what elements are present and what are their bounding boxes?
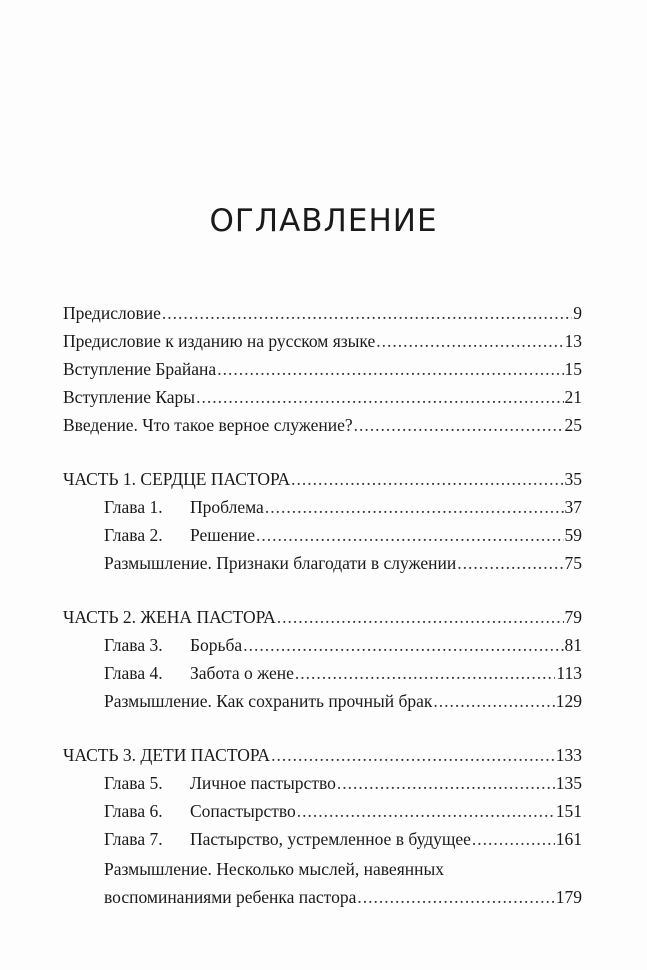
chapter-label: Глава 2. — [104, 525, 163, 545]
toc-chapter[interactable] — [104, 770, 582, 796]
reflection-page: 129 — [555, 691, 582, 711]
dot-leader — [162, 300, 572, 326]
dot-leader — [243, 632, 563, 658]
toc-chapter[interactable] — [104, 798, 582, 824]
toc-chapter[interactable] — [104, 660, 582, 686]
toc-chapter[interactable] — [104, 826, 582, 852]
dot-leader — [291, 466, 563, 492]
toc-reflection[interactable] — [104, 550, 582, 576]
toc-part[interactable] — [63, 466, 582, 492]
chapter-label: Глава 6. — [104, 801, 163, 821]
toc-entry[interactable] — [63, 300, 582, 326]
dot-leader — [277, 604, 564, 630]
chapter-page: 37 — [564, 497, 582, 517]
toc-entry-page: 9 — [573, 303, 582, 323]
toc-entry[interactable] — [63, 384, 582, 410]
chapter-title: Забота о жене — [190, 663, 294, 683]
dot-leader — [354, 412, 564, 438]
reflection-title: Размышление. Как сохранить прочный брак — [104, 691, 433, 711]
chapter-label: Глава 4. — [104, 663, 163, 683]
page-title: ОГЛАВЛЕНИЕ — [209, 203, 438, 239]
dot-leader — [295, 660, 556, 686]
toc-entry[interactable] — [63, 328, 582, 354]
toc-entry-page: 21 — [564, 387, 582, 407]
toc-part-title: ЧАСТЬ 3. ДЕТИ ПАСТОРА — [63, 745, 271, 765]
reflection-page: 75 — [564, 553, 582, 573]
toc-entry-title: Введение. Что такое верное служение? — [63, 415, 353, 435]
toc-entry-page: 15 — [564, 359, 582, 379]
dot-leader — [297, 798, 555, 824]
toc-chapter[interactable] — [104, 632, 582, 658]
chapter-page: 81 — [564, 635, 582, 655]
chapter-page: 161 — [555, 829, 582, 849]
reflection-title: Размышление. Признаки благодати в служении — [104, 553, 457, 573]
dot-leader — [357, 884, 554, 910]
toc-entry-title: Предисловие к изданию на русском языке — [63, 331, 376, 351]
toc-reflection[interactable] — [104, 688, 582, 714]
chapter-label: Глава 5. — [104, 773, 163, 793]
dot-leader — [217, 356, 563, 382]
toc-part-title: ЧАСТЬ 1. СЕРДЦЕ ПАСТОРА — [63, 469, 291, 489]
dot-leader — [196, 384, 563, 410]
toc-part-page: 35 — [564, 469, 582, 489]
toc-entry-page: 13 — [564, 331, 582, 351]
toc-entry-title: Вступление Кары — [63, 387, 196, 407]
reflection-title-line2: воспоминаниями ребенка пастора — [104, 887, 357, 907]
chapter-title: Пастырство, устремленное в будущее — [190, 829, 471, 849]
toc-part[interactable] — [63, 604, 582, 630]
chapter-page: 151 — [555, 801, 582, 821]
dot-leader — [256, 522, 563, 548]
chapter-title: Личное пастырство — [190, 773, 336, 793]
toc-entry-title: Вступление Брайана — [63, 359, 217, 379]
dot-leader — [265, 494, 564, 520]
dot-leader — [337, 770, 555, 796]
chapter-page: 59 — [564, 525, 582, 545]
dot-leader — [433, 688, 554, 714]
toc-part-title: ЧАСТЬ 2. ЖЕНА ПАСТОРА — [63, 607, 276, 627]
toc-part-page: 133 — [555, 745, 582, 765]
dot-leader — [472, 826, 555, 852]
chapter-label: Глава 3. — [104, 635, 163, 655]
chapter-page: 135 — [555, 773, 582, 793]
toc-part-page: 79 — [564, 607, 582, 627]
toc-entry[interactable] — [63, 356, 582, 382]
chapter-label: Глава 7. — [104, 829, 163, 849]
dot-leader — [271, 742, 555, 768]
chapter-page: 113 — [556, 663, 582, 683]
toc-reflection[interactable] — [104, 884, 582, 910]
dot-leader — [376, 328, 563, 354]
toc-entry-title: Предисловие — [63, 303, 161, 323]
chapter-title: Борьба — [190, 635, 243, 655]
toc-part[interactable] — [63, 742, 582, 768]
reflection-title-line1: Размышление. Несколько мыслей, навеянных — [104, 859, 444, 879]
toc-chapter[interactable] — [104, 494, 582, 520]
toc-chapter[interactable] — [104, 522, 582, 548]
reflection-page: 179 — [555, 887, 582, 907]
chapter-label: Глава 1. — [104, 497, 163, 517]
chapter-title: Решение — [190, 525, 256, 545]
chapter-title: Сопастырство — [190, 801, 296, 821]
toc-entry-page: 25 — [564, 415, 582, 435]
chapter-title: Проблема — [190, 497, 264, 517]
dot-leader — [457, 550, 563, 576]
toc-entry[interactable] — [63, 412, 582, 438]
